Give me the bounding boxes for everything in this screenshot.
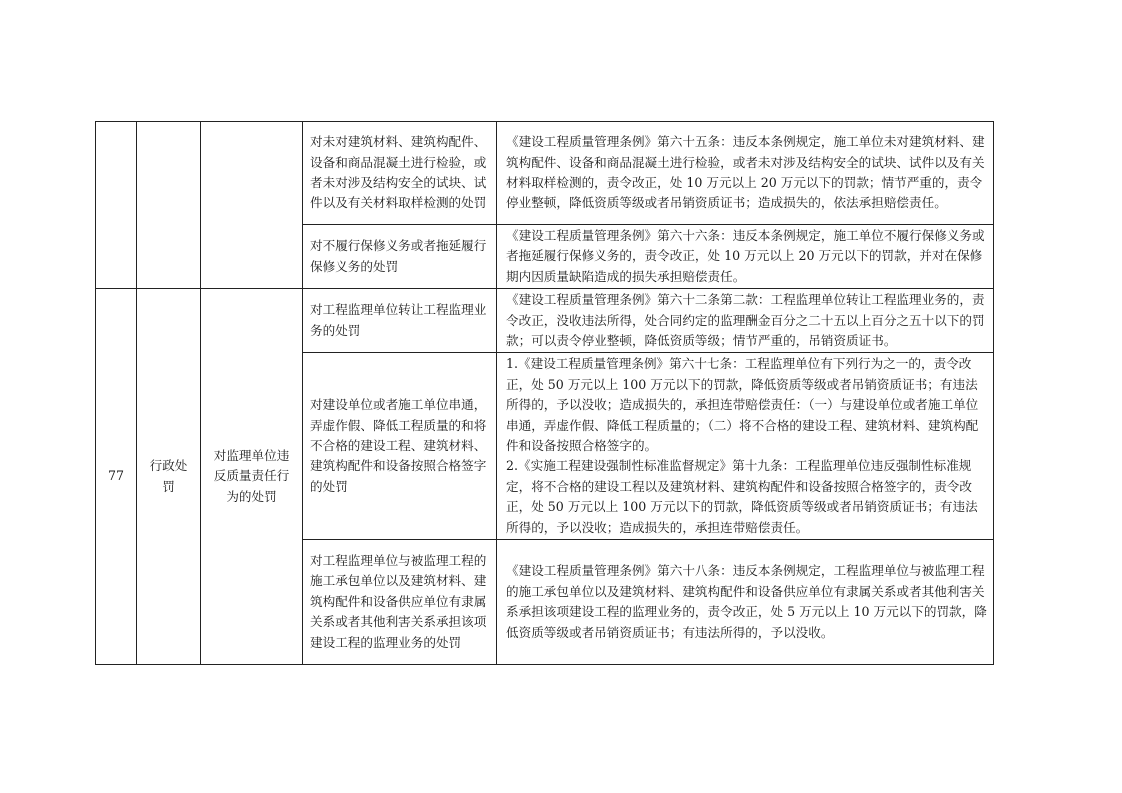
- basis-cell: [497, 289, 994, 353]
- index-cell: 77: [96, 289, 137, 665]
- basis-text: 《建设工程质量管理条例》第六十二条第二款：工程监理单位转让工程监理业务的，责令改正，没收违法所得，处合同约定的监理酬金百分之二十五以上百分之五十以下的罚款；可以责令停业整顿，降低资质等级；情节严重的，吊销资质证书。: [506, 292, 985, 349]
- index-cell: [96, 122, 137, 289]
- item-cell: [201, 122, 303, 289]
- basis-text: 1.《建设工程质量管理条例》第六十七条：工程监理单位有下列行为之一的，责令改正，处 50 万元以上 100 万元以下的罚款，降低资质等级或者吊销资质证书；有违法所得的，予以没收；造成损失的，承担连带赔偿责任：（一）与建设单位或者施工单位串通，弄虚作假、降低工程质量的；（二）将不合格的建设工程、建筑材料、建筑构配件和设备按照合格签字的。: [506, 356, 979, 454]
- situation-cell: 对工程监理单位转让工程监理业务的处罚: [303, 289, 497, 353]
- basis-text: 《建设工程质量管理条例》第六十八条：违反本条例规定，工程监理单位与被监理工程的施工承包单位以及建筑材料、建筑构配件和设备供应单位有隶属关系或者其他利害关系承担该项建设工程的监理业务的，责令改正，处 5 万元以上 10 万元以下的罚款，降低资质等级或者吊销资质证书；有违法所得的，予以没收。: [506, 563, 987, 640]
- basis-text: 《建设工程质量管理条例》第六十六条：违反本条例规定，施工单位不履行保修义务或者拖延履行保修义务的，责令改正，处 10 万元以上 20 万元以下的罚款，并对在保修期内因质量缺陷造成的损失承担赔偿责任。: [506, 228, 985, 284]
- basis-cell: [497, 122, 994, 225]
- basis-text: 2.《实施工程建设强制性标准监督规定》第十九条：工程监理单位违反强制性标准规定，将不合格的建设工程以及建筑材料、建筑构配件和设备按照合格签字的，责令改正，处 50 万元以上 100 万元以下的罚款，降低资质等级或者吊销资质证书；有违法所得的，予以没收；造成损失的，承担连带赔偿责任。: [506, 458, 978, 535]
- category-cell: 行政处罚: [137, 289, 201, 665]
- table-row: [96, 122, 994, 225]
- basis-cell: [497, 353, 994, 540]
- situation-cell: 对建设单位或者施工单位串通，弄虚作假、降低工程质量的和将不合格的建设工程、建筑材料、建筑构配件和设备按照合格签字的处罚: [303, 353, 497, 540]
- basis-text: 《建设工程质量管理条例》第六十五条：违反本条例规定，施工单位未对建筑材料、建筑构配件、设备和商品混凝土进行检验，或者未对涉及结构安全的试块、试件以及有关材料取样检测的，责令改正，处 10 万元以上 20 万元以下的罚款；情节严重的，责令停业整顿，降低资质等级或者吊销资质证书；造成损失的，依法承担赔偿责任。: [506, 134, 985, 211]
- table-row: [96, 289, 994, 353]
- situation-cell: 对未对建筑材料、建筑构配件、设备和商品混凝土进行检验，或者未对涉及结构安全的试块、试件以及有关材料取样检测的处罚: [303, 122, 497, 225]
- situation-cell: 对不履行保修义务或者拖延履行保修义务的处罚: [303, 225, 497, 289]
- penalty-table: [95, 121, 994, 665]
- situation-cell: 对工程监理单位与被监理工程的施工承包单位以及建筑材料、建筑构配件和设备供应单位有隶属关系或者其他利害关系承担该项建设工程的监理业务的处罚: [303, 540, 497, 665]
- basis-cell: [497, 225, 994, 289]
- item-cell: 对监理单位违反质量责任行为的处罚: [201, 289, 303, 665]
- basis-cell: [497, 540, 994, 665]
- category-cell: [137, 122, 201, 289]
